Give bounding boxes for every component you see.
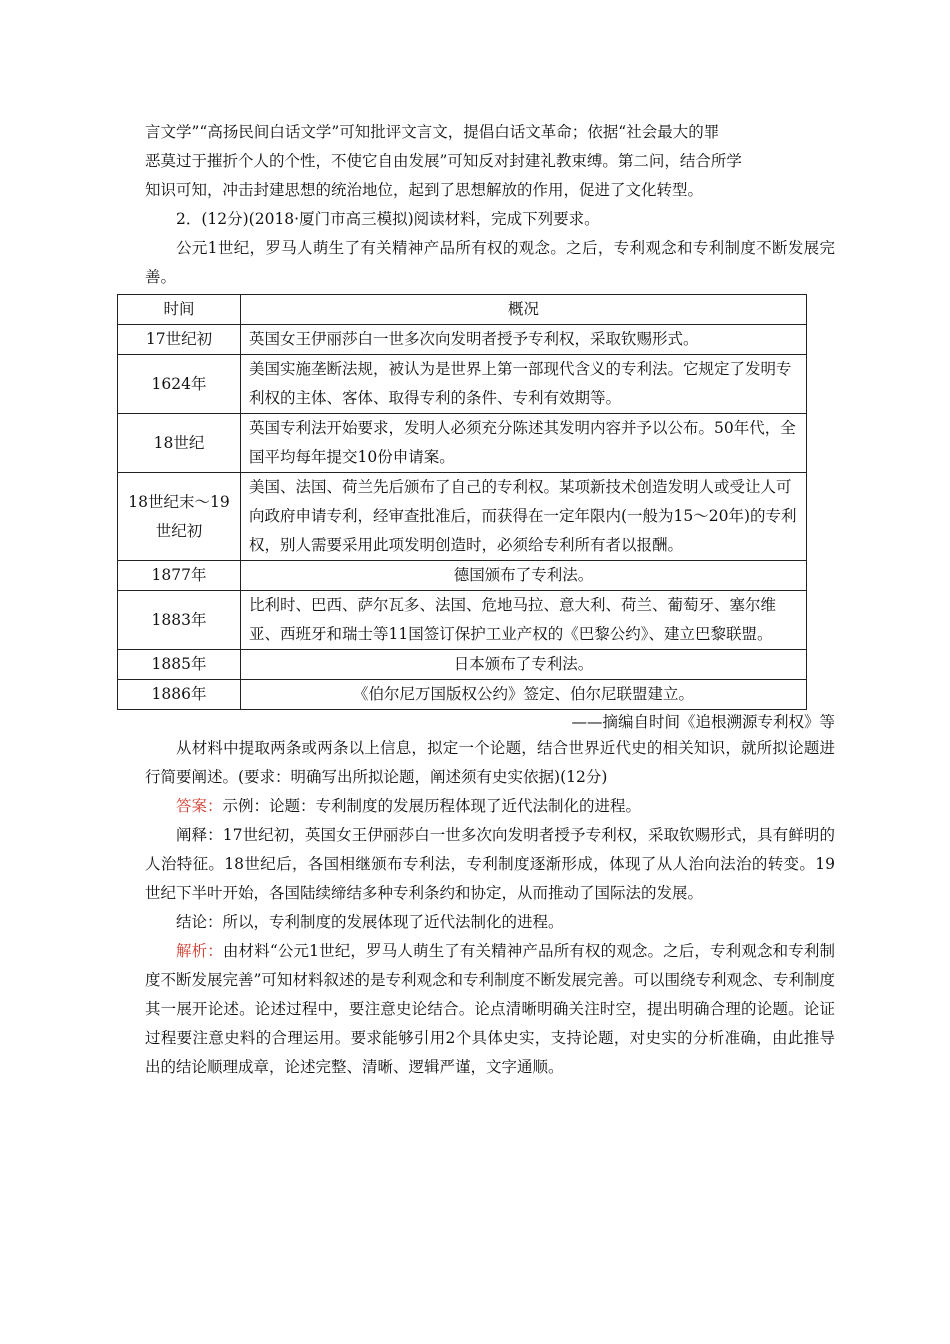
- table-row: [118, 591, 807, 650]
- question-header: 2．(12分)(2018·厦门市高三模拟)阅读材料，完成下列要求。: [176, 210, 600, 228]
- row-time: 18世纪: [118, 414, 241, 473]
- intro-line: 知识可知，冲击封建思想的统治地位，起到了思想解放的作用，促进了文化转型。: [145, 181, 704, 199]
- table-row: [118, 561, 807, 591]
- row-desc: 美国实施垄断法规，被认为是世界上第一部现代含义的专利法。它规定了发明专利权的主体、客体、取得专利的条件、专利有效期等。: [241, 355, 807, 414]
- row-time: 18世纪末～19世纪初: [118, 473, 241, 561]
- patent-history-table: [117, 294, 807, 710]
- row-time: 17世纪初: [118, 325, 241, 355]
- row-time: 1624年: [118, 355, 241, 414]
- row-time: 1877年: [118, 561, 241, 591]
- row-time: 1885年: [118, 650, 241, 680]
- row-desc: 英国女王伊丽莎白一世多次向发明者授予专利权，采取钦赐形式。: [241, 325, 807, 355]
- row-desc: 美国、法国、荷兰先后颁布了自己的专利权。某项新技术创造发明人或受让人可向政府申请专利，经审查批准后，而获得在一定年限内(一般为15～20年)的专利权，别人需要采用此项发明创造时，必须给专利所有者以报酬。: [241, 473, 807, 561]
- answer-explanation: 阐释：17世纪初，英国女王伊丽莎白一世多次向发明者授予专利权，采取钦赐形式，具有鲜明的人治特征。18世纪后，各国相继颁布专利法，专利制度逐渐形成，体现了从人治向法治的转变。19世纪下半叶开始，各国陆续缔结多种专利条约和协定，从而推动了国际法的发展。: [145, 826, 835, 902]
- table-row: [118, 650, 807, 680]
- analysis-text: 由材料“公元1世纪，罗马人萌生了有关精神产品所有权的观念。之后，专利观念和专利制度不断发展完善”可知材料叙述的是专利观念和专利制度不断发展完善。可以围绕专利观念、专利制度其一展开论述。论述过程中，要注意史论结合。论点清晰明确关注时空，提出明确合理的论题。论证过程要注意史料的合理运用。要求能够引用2个具体史实，支持论题，对史实的分析准确，由此推导出的结论顺理成章，论述完整、清晰、逻辑严谨，文字通顺。: [145, 942, 835, 1076]
- table-header-time: 时间: [118, 295, 241, 325]
- row-desc: 《伯尔尼万国版权公约》签定、伯尔尼联盟建立。: [241, 680, 807, 710]
- row-desc: 德国颁布了专利法。: [241, 561, 807, 591]
- row-time: 1886年: [118, 680, 241, 710]
- row-desc: 英国专利法开始要求，发明人必须充分陈述其发明内容并予以公布。50年代，全国平均每年提交10份申请案。: [241, 414, 807, 473]
- table-row: [118, 473, 807, 561]
- answer-example-text: 示例：论题：专利制度的发展历程体现了近代法制化的进程。: [222, 797, 642, 815]
- document-page: [128, 118, 835, 1082]
- analysis-label: 解析：: [176, 942, 223, 960]
- row-time: 1883年: [118, 591, 241, 650]
- table-row: [118, 355, 807, 414]
- table-row: [118, 414, 807, 473]
- intro-line: 言文学”“高扬民间白话文学”可知批评文言文，提倡白话文革命；依据“社会最大的罪: [145, 123, 720, 141]
- table-row: [118, 680, 807, 710]
- intro-line: 恶莫过于摧折个人的个性，不使它自由发展”可知反对封建礼教束缚。第二问，结合所学: [145, 152, 742, 170]
- question-task: 从材料中提取两条或两条以上信息，拟定一个论题，结合世界近代史的相关知识，就所拟论题进行简要阐述。(要求：明确写出所拟论题，阐述须有史实依据)(12分): [145, 739, 835, 786]
- table-header-row: [118, 295, 807, 325]
- answer-example: [145, 792, 835, 821]
- table-header-desc: 概况: [241, 295, 807, 325]
- question-material: 公元1世纪，罗马人萌生了有关精神产品所有权的观念。之后，专利观念和专利制度不断发展完善。: [145, 239, 835, 286]
- table-row: [118, 325, 807, 355]
- table-source: ——摘编自时间《追根溯源专利权》等: [571, 713, 835, 731]
- answer-label: 答案：: [176, 797, 223, 815]
- answer-conclusion: 结论：所以，专利制度的发展体现了近代法制化的进程。: [176, 913, 564, 931]
- row-desc: 比利时、巴西、萨尔瓦多、法国、危地马拉、意大利、荷兰、葡萄牙、塞尔维亚、西班牙和瑞士等11国签订保护工业产权的《巴黎公约》、建立巴黎联盟。: [241, 591, 807, 650]
- row-desc: 日本颁布了专利法。: [241, 650, 807, 680]
- analysis-paragraph: [145, 937, 835, 1082]
